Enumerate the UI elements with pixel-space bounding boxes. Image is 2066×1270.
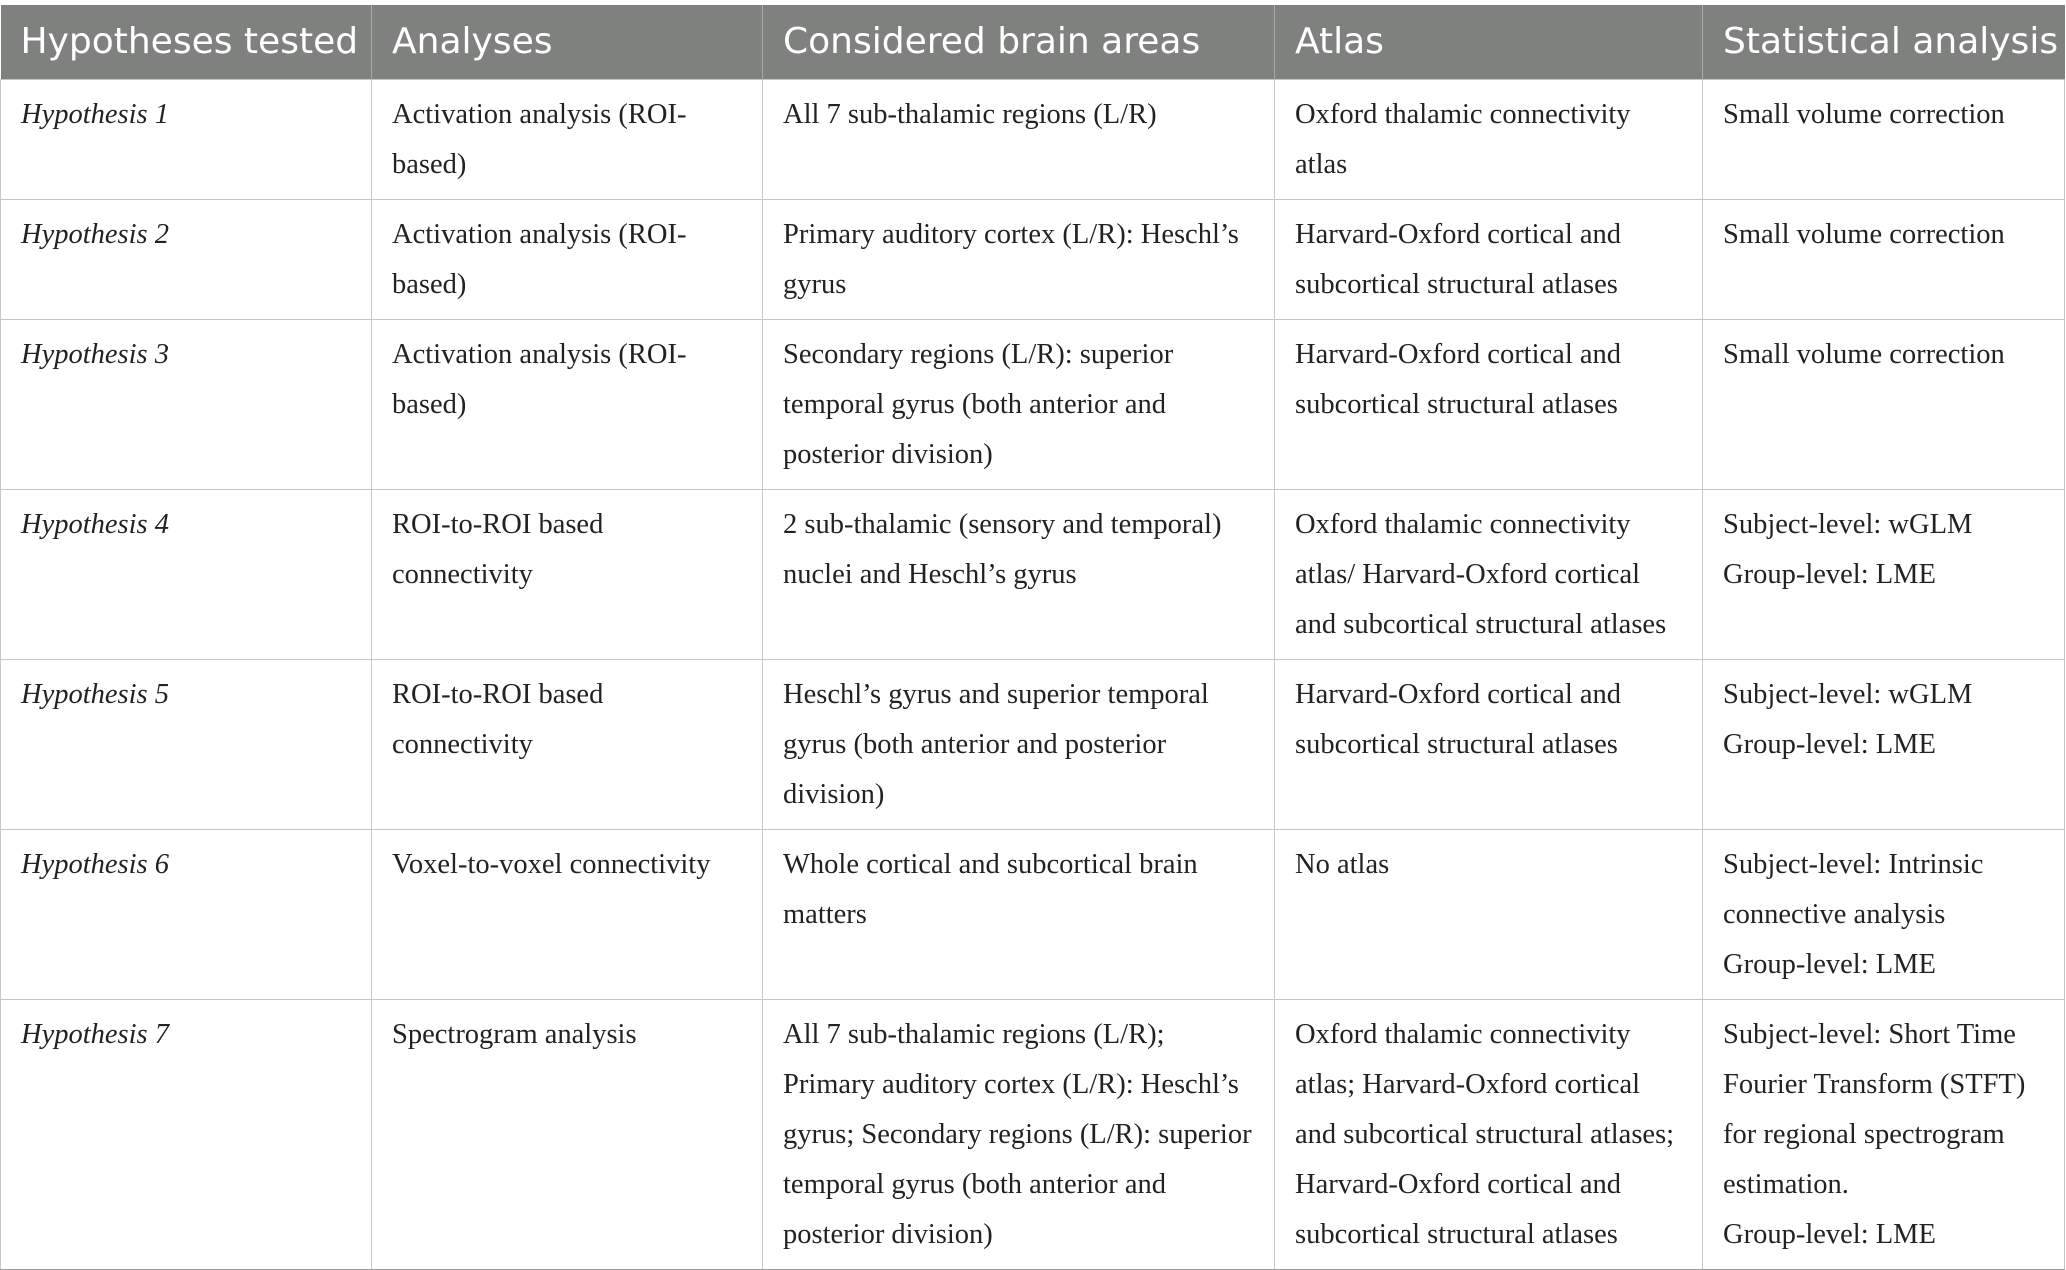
header-atlas: Atlas [1275, 5, 1703, 80]
atlas-cell: Oxford thalamic connectivity atlas [1275, 80, 1703, 200]
analyses-cell: Spectrogram analysis [372, 1000, 763, 1270]
header-considered-brain-areas: Considered brain areas [763, 5, 1275, 80]
stat-line: Small volume correction [1723, 99, 2005, 130]
statistical-analysis-cell [1703, 80, 2065, 200]
table-row [1, 320, 2065, 490]
hypothesis-cell: Hypothesis 1 [1, 80, 372, 200]
header-analyses: Analyses [372, 5, 763, 80]
table-row [1, 200, 2065, 320]
brain-areas-cell: Whole cortical and subcortical brain matters [763, 830, 1275, 1000]
statistical-analysis-cell [1703, 490, 2065, 660]
stat-line: Group-level: LME [1723, 729, 1936, 760]
brain-areas-cell: All 7 sub-thalamic regions (L/R); Primary auditory cortex (L/R): Heschl’s gyrus; Secondary regions (L/R): superior temporal gyrus (both anterior and posterior division) [763, 1000, 1275, 1270]
stat-line: Group-level: LME [1723, 949, 1936, 980]
table-row [1, 830, 2065, 1000]
atlas-cell: No atlas [1275, 830, 1703, 1000]
atlas-cell: Oxford thalamic connectivity atlas; Harvard-Oxford cortical and subcortical structural atlases; Harvard-Oxford cortical and subcortical structural atlases [1275, 1000, 1703, 1270]
hypothesis-cell: Hypothesis 4 [1, 490, 372, 660]
stat-line: Subject-level: Intrinsic connective analysis [1723, 849, 1984, 930]
atlas-cell: Oxford thalamic connectivity atlas/ Harvard-Oxford cortical and subcortical structural atlases [1275, 490, 1703, 660]
atlas-cell: Harvard-Oxford cortical and subcortical structural atlases [1275, 320, 1703, 490]
stat-line: Subject-level: wGLM [1723, 679, 1973, 710]
brain-areas-cell: All 7 sub-thalamic regions (L/R) [763, 80, 1275, 200]
brain-areas-cell: Heschl’s gyrus and superior temporal gyrus (both anterior and posterior division) [763, 660, 1275, 830]
analyses-cell: ROI-to-ROI based connectivity [372, 660, 763, 830]
stat-line: Small volume correction [1723, 339, 2005, 370]
brain-areas-cell: Primary auditory cortex (L/R): Heschl’s gyrus [763, 200, 1275, 320]
hypotheses-table [0, 5, 2065, 1270]
table-header-row [1, 5, 2065, 80]
analyses-cell: Activation analysis (ROI-based) [372, 200, 763, 320]
statistical-analysis-cell [1703, 200, 2065, 320]
stat-line: Subject-level: wGLM [1723, 509, 1973, 540]
atlas-cell: Harvard-Oxford cortical and subcortical structural atlases [1275, 200, 1703, 320]
stat-line: Group-level: LME [1723, 1219, 1936, 1250]
analyses-cell: Activation analysis (ROI-based) [372, 80, 763, 200]
analyses-cell: ROI-to-ROI based connectivity [372, 490, 763, 660]
table-row [1, 660, 2065, 830]
hypothesis-cell: Hypothesis 5 [1, 660, 372, 830]
analyses-cell: Activation analysis (ROI-based) [372, 320, 763, 490]
atlas-cell: Harvard-Oxford cortical and subcortical structural atlases [1275, 660, 1703, 830]
table-row [1, 1000, 2065, 1270]
hypothesis-cell: Hypothesis 6 [1, 830, 372, 1000]
stat-line: Small volume correction [1723, 219, 2005, 250]
header-hypotheses-tested: Hypotheses tested [1, 5, 372, 80]
hypotheses-table-container [0, 5, 2064, 1270]
statistical-analysis-cell [1703, 1000, 2065, 1270]
table-row [1, 490, 2065, 660]
table-row [1, 80, 2065, 200]
statistical-analysis-cell [1703, 830, 2065, 1000]
brain-areas-cell: 2 sub-thalamic (sensory and temporal) nuclei and Heschl’s gyrus [763, 490, 1275, 660]
hypothesis-cell: Hypothesis 2 [1, 200, 372, 320]
statistical-analysis-cell [1703, 660, 2065, 830]
stat-line: Subject-level: Short Time Fourier Transform (STFT) for regional spectrogram estimation. [1723, 1019, 2026, 1200]
hypothesis-cell: Hypothesis 3 [1, 320, 372, 490]
header-statistical-analysis: Statistical analysis [1703, 5, 2065, 80]
hypothesis-cell: Hypothesis 7 [1, 1000, 372, 1270]
stat-line: Group-level: LME [1723, 559, 1936, 590]
analyses-cell: Voxel-to-voxel connectivity [372, 830, 763, 1000]
statistical-analysis-cell [1703, 320, 2065, 490]
brain-areas-cell: Secondary regions (L/R): superior temporal gyrus (both anterior and posterior division) [763, 320, 1275, 490]
